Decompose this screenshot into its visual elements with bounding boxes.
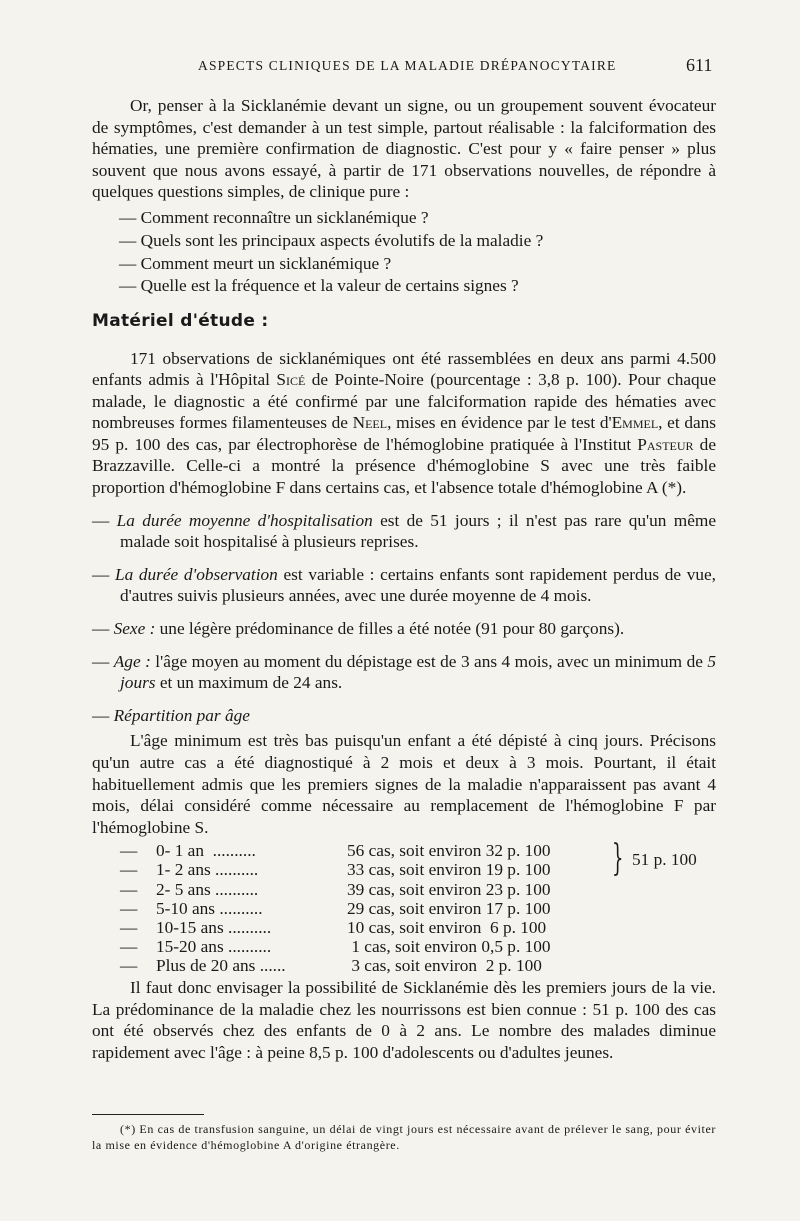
brace-total: 51 p. 100 xyxy=(632,850,697,870)
text-run: , mises en évidence par le test d' xyxy=(387,413,612,433)
repartition-paragraph: L'âge minimum est très bas puisqu'un enfant a été dépisté à cinq jours. Précisons qu'un autre cas a été diagnostiqué à 2 mois et deux à 3 mois. Pourtant, il était habituellement admis que les premiers signes de la maladie n'apparaissent pas avant 4 mois, délai considéré comme nécessaire au remplacement de l'hémoglobine F par l'hémoglobine S. xyxy=(92,731,716,837)
list-item-observation xyxy=(92,564,716,607)
item-label: Age : xyxy=(113,651,151,671)
item-label: Répartition par âge xyxy=(113,705,250,725)
text-run: , et dans 95 p. 100 des cas, par électrophorèse de l'hémoglobine pratiquée à l'Institut xyxy=(92,413,716,454)
item-text: est de 51 jours ; il n'est pas rare qu'un même malade soit hospitalisé à plusieurs reprises. xyxy=(120,510,716,552)
item-text: l'âge moyen au moment du dépistage est de 3 ans 4 mois, avec un minimum de xyxy=(150,651,708,671)
row-label: 1- 2 ans .......... xyxy=(156,860,259,880)
item-emphasis: 5 jours xyxy=(120,651,716,693)
row-label: 15-20 ans .......... xyxy=(156,936,272,956)
row-dash: — xyxy=(120,898,138,918)
question-item: — Quels sont les principaux aspects évolutifs de la maladie ? xyxy=(119,230,544,250)
section-heading: Matériel d'étude : xyxy=(92,310,269,331)
question-list xyxy=(92,207,716,297)
author-name: Neel xyxy=(352,413,388,433)
institute-name: Pasteur xyxy=(637,434,694,454)
footnote: (*) En cas de transfusion sanguine, un délai de vingt jours est nécessaire avant de prélever le sang, pour éviter la mise en évidence d'hémoglobine A d'origine étrangère. xyxy=(92,1122,716,1152)
question-item: — Comment meurt un sicklanémique ? xyxy=(119,253,392,273)
page-number: 611 xyxy=(686,55,713,75)
age-distribution-table xyxy=(92,840,716,974)
item-dash: — xyxy=(92,651,114,671)
item-dash: — xyxy=(92,510,117,530)
row-dash: — xyxy=(120,841,138,861)
author-name: Emmel xyxy=(611,413,659,433)
row-count: 29 cas, soit environ 17 p. 100 xyxy=(347,898,551,918)
row-dash: — xyxy=(120,879,138,899)
list-item-age xyxy=(92,651,716,694)
item-dash: — xyxy=(92,705,114,725)
row-label: 0- 1 an .......... xyxy=(156,841,256,861)
row-count: 56 cas, soit environ 32 p. 100 xyxy=(347,841,551,861)
item-text: une légère prédominance de filles a été notée (91 pour 80 garçons). xyxy=(155,619,625,639)
text-run: de Brazzaville. Celle-ci a montré la présence d'hémoglobine S avec une très faible proportion d'hémoglobine F dans certains cas, et l'absence totale d'hémoglobine A (*). xyxy=(92,434,716,498)
list-item-repartition xyxy=(92,705,716,727)
question-item: — Comment reconnaître un sicklanémique ? xyxy=(119,207,429,227)
row-label: 2- 5 ans .......... xyxy=(156,879,259,899)
running-title: ASPECTS CLINIQUES DE LA MALADIE DRÉPANOCYTAIRE xyxy=(198,58,617,73)
material-paragraph xyxy=(92,348,716,499)
row-label: 10-15 ans .......... xyxy=(156,917,272,937)
item-label: La durée d'observation xyxy=(114,564,278,584)
page-body xyxy=(92,95,716,1063)
row-count: 10 cas, soit environ 6 p. 100 xyxy=(347,917,547,937)
item-dash: — xyxy=(92,619,114,639)
item-dash: — xyxy=(92,564,115,584)
text-run: de Pointe-Noire (pourcentage : 3,8 p. 100). Pour chaque malade, le diagnostic a été confirmé par une falciformation rapide des hématies avec nombreuses formes filamenteuses de xyxy=(92,370,716,433)
table-row xyxy=(92,917,716,936)
row-count: 33 cas, soit environ 19 p. 100 xyxy=(347,860,551,880)
table-row xyxy=(92,936,716,955)
item-text: et un maximum de 24 ans. xyxy=(155,673,343,693)
table-row xyxy=(92,879,716,898)
item-text: est variable : certains enfants sont rapidement perdus de vue, d'autres suivis plusieurs années, avec une durée moyenne de 4 mois. xyxy=(120,564,716,606)
row-label: Plus de 20 ans ...... xyxy=(156,955,286,975)
table-row xyxy=(92,898,716,917)
question-item: — Quelle est la fréquence et la valeur de certains signes ? xyxy=(119,276,519,296)
row-count: 1 cas, soit environ 0,5 p. 100 xyxy=(347,936,551,956)
footnote-divider xyxy=(92,1114,204,1115)
list-item-sexe xyxy=(92,618,716,640)
intro-paragraph: Or, penser à la Sicklanémie devant un signe, ou un groupement souvent évocateur de symptômes, c'est demander à un test simple, partout réalisable : la falciformation des hématies, une première confirmation de diagnostic. C'est pour y « faire penser » plus souvent que nous avons essayé, à partir de 171 observations nouvelles, de répondre à quelques questions simples, de clinique pure : xyxy=(92,96,716,202)
row-count: 39 cas, soit environ 23 p. 100 xyxy=(347,879,551,899)
page-header xyxy=(0,55,800,80)
row-label: 5-10 ans .......... xyxy=(156,898,263,918)
list-item-hospitalisation xyxy=(92,510,716,553)
table-row xyxy=(92,955,716,974)
hospital-name: Sicé xyxy=(276,370,306,390)
item-label: Sexe : xyxy=(113,619,156,639)
text-run: 171 observations de sicklanémiques ont été rassemblées en deux ans parmi 4.500 enfants admis à l'Hôpital xyxy=(92,348,716,390)
row-dash: — xyxy=(120,860,138,880)
row-dash: — xyxy=(120,955,138,975)
conclusion-paragraph: Il faut donc envisager la possibilité de Sicklanémie dès les premiers jours de la vie. La prédominance de la maladie chez les nourrissons est bien connue : 51 p. 100 des cas ont été observés chez des enfants de 0 à 2 ans. Le nombre des malades diminue rapidement avec l'âge : à peine 8,5 p. 100 d'adolescents ou d'adultes jeunes. xyxy=(92,978,716,1062)
item-label: La durée moyenne d'hospitalisation xyxy=(116,510,373,530)
row-dash: — xyxy=(120,917,138,937)
row-count: 3 cas, soit environ 2 p. 100 xyxy=(347,955,542,975)
brace-symbol: } xyxy=(612,838,624,880)
row-dash: — xyxy=(120,936,138,956)
